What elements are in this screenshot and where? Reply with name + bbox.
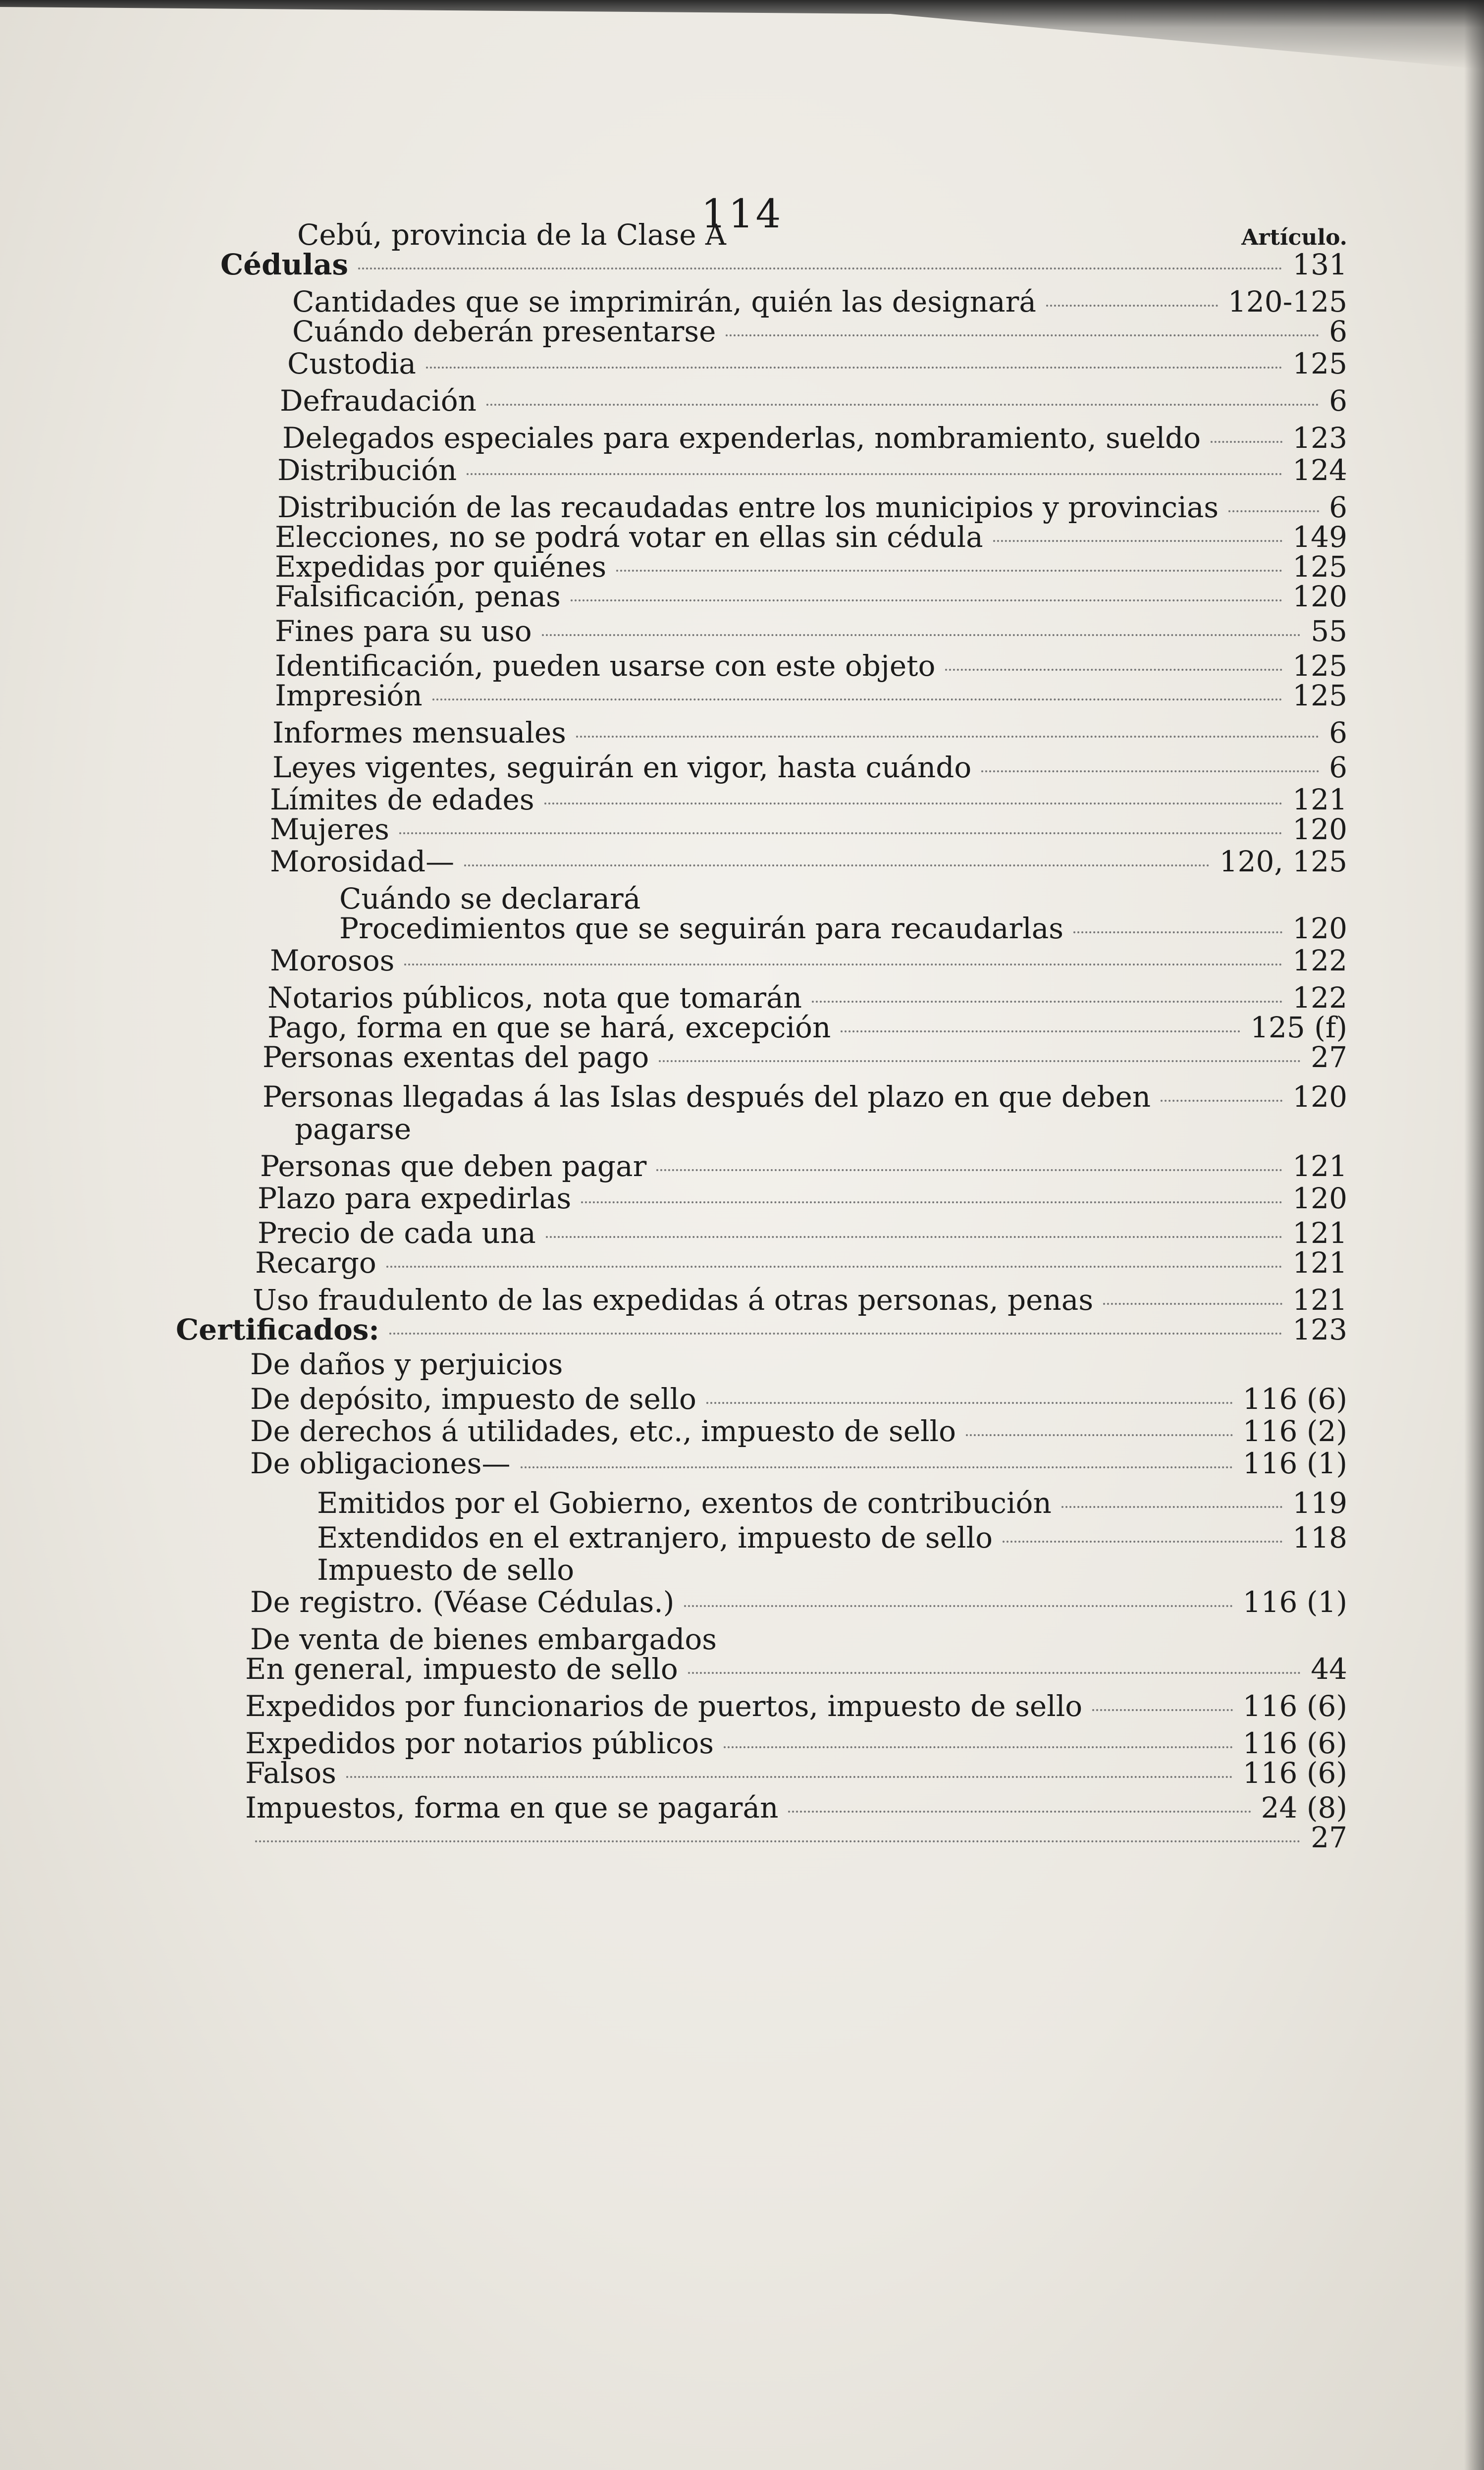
dot-leader xyxy=(1228,510,1319,512)
entry-label: De registro. (Véase Cédulas.) xyxy=(250,1585,675,1619)
entry-label: Expedidos por notarios públicos xyxy=(245,1726,714,1760)
entry-article-ref: 27 xyxy=(1311,1821,1347,1854)
entry-label: Uso fraudulento de las expedidas á otras personas, penas xyxy=(253,1283,1094,1317)
index-entry xyxy=(295,1112,1347,1152)
dot-leader xyxy=(386,1266,1282,1268)
dot-leader xyxy=(1092,1709,1233,1711)
dot-leader xyxy=(726,334,1319,336)
entry-label: Personas exentas del pago xyxy=(263,1040,649,1074)
entry-article-ref: 120 xyxy=(1292,580,1347,613)
index-entry xyxy=(317,1486,1347,1526)
index-entry xyxy=(275,580,1347,619)
entry-label: Impuesto de sello xyxy=(317,1553,575,1587)
dot-leader xyxy=(841,1030,1240,1032)
dot-leader xyxy=(576,736,1319,738)
dot-leader xyxy=(688,1672,1301,1674)
dot-leader xyxy=(724,1746,1233,1748)
entry-label: pagarse xyxy=(295,1112,412,1146)
entry-article-ref: 6 xyxy=(1329,490,1347,524)
entry-label: Límites de edades xyxy=(270,783,534,816)
index-entry xyxy=(277,453,1347,493)
entry-label: Personas que deben pagar xyxy=(260,1149,647,1183)
entry-article-ref: 55 xyxy=(1311,614,1347,648)
entry-label: Distribución de las recaudadas entre los municipios y provincias xyxy=(277,490,1219,524)
dot-leader xyxy=(1073,931,1282,933)
dot-leader xyxy=(659,1060,1301,1062)
dot-leader xyxy=(945,669,1282,671)
index-entry xyxy=(250,1447,1347,1486)
entry-article-ref: 122 xyxy=(1292,944,1347,977)
entry-label: Plazo para expedirlas xyxy=(258,1181,572,1215)
entry-article-ref: 125 xyxy=(1292,347,1347,380)
index-entry xyxy=(250,1347,1347,1387)
entry-article-ref: 119 xyxy=(1292,1486,1347,1520)
entry-article-ref: 116 (1) xyxy=(1242,1447,1347,1480)
index-entry xyxy=(250,1585,1347,1625)
entry-article-ref: 121 xyxy=(1292,1246,1347,1280)
entry-article-ref: 125 (f) xyxy=(1250,1011,1347,1044)
index-entry xyxy=(263,1040,1347,1080)
entry-label: Certificados: xyxy=(176,1313,379,1346)
dot-leader xyxy=(993,540,1283,542)
entry-article-ref: 131 xyxy=(1292,248,1347,281)
dot-leader xyxy=(706,1402,1233,1404)
entry-article-ref: 120 xyxy=(1292,1080,1347,1114)
entry-article-ref: 6 xyxy=(1329,315,1347,348)
entry-label: Pago, forma en que se hará, excepción xyxy=(267,1011,831,1044)
dot-leader xyxy=(521,1466,1233,1468)
index-entry xyxy=(272,716,1347,755)
entry-label: De derechos á utilidades, etc., impuesto de sello xyxy=(250,1414,956,1448)
entry-label: Delegados especiales para expenderlas, nombramiento, sueldo xyxy=(282,421,1201,455)
entry-label: Defraudación xyxy=(280,384,477,418)
entry-article-ref: 120 xyxy=(1292,812,1347,846)
entry-article-ref: 24 (8) xyxy=(1261,1791,1347,1825)
entry-article-ref: 6 xyxy=(1329,751,1347,784)
entry-label: Cuándo deberán presentarse xyxy=(292,315,716,348)
dot-leader xyxy=(404,964,1282,966)
entry-label: Expedidos por funcionarios de puertos, impuesto de sello xyxy=(245,1689,1083,1723)
dot-leader xyxy=(1046,305,1218,307)
index-entry xyxy=(220,248,1347,287)
entry-article-ref: 120 xyxy=(1292,1181,1347,1215)
entry-article-ref: 123 xyxy=(1292,1313,1347,1346)
dot-leader xyxy=(966,1434,1233,1436)
entry-article-ref: 6 xyxy=(1329,384,1347,418)
index-entry xyxy=(245,1652,1347,1692)
entry-label: Custodia xyxy=(287,347,416,380)
index-entry xyxy=(245,1689,1347,1729)
dot-leader xyxy=(571,599,1282,601)
entry-article-ref: 120 xyxy=(1292,912,1347,945)
entry-article-ref: 125 xyxy=(1292,550,1347,584)
entry-label: Recargo xyxy=(255,1246,376,1280)
entry-article-ref: 120-125 xyxy=(1227,285,1347,319)
index-entry xyxy=(270,845,1347,884)
entry-article-ref: 125 xyxy=(1292,679,1347,712)
entry-label: De depósito, impuesto de sello xyxy=(250,1382,696,1416)
index-entry xyxy=(280,384,1347,424)
entry-article-ref: 118 xyxy=(1292,1521,1347,1555)
index-entry xyxy=(176,1313,1347,1352)
entry-article-ref: 122 xyxy=(1292,981,1347,1015)
entry-label: Distribución xyxy=(277,453,457,487)
entry-article-ref: 116 (1) xyxy=(1242,1585,1347,1619)
entry-article-ref: 116 (2) xyxy=(1242,1414,1347,1448)
entry-label: Cédulas xyxy=(220,248,349,281)
entry-label: Extendidos en el extranjero, impuesto de sello xyxy=(317,1521,993,1555)
entry-article-ref: 121 xyxy=(1292,1149,1347,1183)
dot-leader xyxy=(581,1201,1282,1203)
index-entry xyxy=(270,944,1347,983)
dot-leader xyxy=(616,570,1282,572)
entry-label: Notarios públicos, nota que tomarán xyxy=(267,981,802,1015)
entry-article-ref: 27 xyxy=(1311,1040,1347,1074)
entry-article-ref: 121 xyxy=(1292,1283,1347,1317)
index-entry xyxy=(245,1821,1347,1860)
entry-label: Cantidades que se imprimirán, quién las designará xyxy=(292,285,1036,319)
dot-leader xyxy=(346,1776,1233,1778)
entry-label: Leyes vigentes, seguirán en vigor, hasta cuándo xyxy=(272,751,972,784)
index-entry xyxy=(245,1756,1347,1796)
dot-leader xyxy=(1161,1100,1282,1102)
entry-label: Precio de cada una xyxy=(258,1216,536,1250)
entry-article-ref: 116 (6) xyxy=(1242,1756,1347,1790)
dot-leader xyxy=(426,367,1282,369)
dot-leader xyxy=(544,803,1283,805)
entry-label: Impuestos, forma en que se pagarán xyxy=(245,1791,779,1825)
entry-label: Personas llegadas á las Islas después del plazo en que deben xyxy=(263,1080,1151,1114)
entry-label: Falsificación, penas xyxy=(275,580,561,613)
entry-label: Mujeres xyxy=(270,812,389,846)
dot-leader xyxy=(389,1333,1282,1335)
entry-label: De obligaciones— xyxy=(250,1447,511,1480)
entry-label: Falsos xyxy=(245,1756,336,1790)
entry-article-ref: 149 xyxy=(1292,520,1347,554)
entry-label: En general, impuesto de sello xyxy=(245,1652,678,1686)
entry-label: Emitidos por el Gobierno, exentos de contribución xyxy=(317,1486,1052,1520)
entry-label: Identificación, pueden usarse con este objeto xyxy=(275,649,936,683)
dot-leader xyxy=(432,698,1283,700)
dot-leader xyxy=(358,268,1282,269)
dot-leader xyxy=(981,770,1319,772)
entry-article-ref: 124 xyxy=(1292,453,1347,487)
entry-article-ref: 116 (6) xyxy=(1242,1726,1347,1760)
entry-article-ref: 6 xyxy=(1329,716,1347,750)
index-entry xyxy=(275,679,1347,718)
entry-article-ref: 44 xyxy=(1311,1652,1347,1686)
index-entry xyxy=(255,1246,1347,1286)
dot-leader xyxy=(1103,1303,1282,1305)
entry-article-ref: 116 (6) xyxy=(1242,1382,1347,1416)
index-entry xyxy=(258,1181,1347,1221)
entry-label: Cebú, provincia de la Clase A xyxy=(297,218,726,252)
dot-leader xyxy=(1003,1541,1282,1543)
entry-label: Elecciones, no se podrá votar en ellas sin cédula xyxy=(275,520,983,554)
dot-leader xyxy=(1061,1506,1282,1508)
entry-label: Informes mensuales xyxy=(272,716,566,750)
entry-article-ref: 121 xyxy=(1292,1216,1347,1250)
entry-label: De venta de bienes embargados xyxy=(250,1622,717,1656)
column-header: Artículo. xyxy=(1241,225,1347,250)
dot-leader xyxy=(255,1840,1301,1842)
dot-leader xyxy=(542,634,1301,636)
dot-leader xyxy=(1211,441,1282,443)
dot-leader xyxy=(788,1811,1251,1813)
entry-article-ref: 120, 125 xyxy=(1219,845,1347,878)
entry-label: De daños y perjuicios xyxy=(250,1347,563,1381)
dot-leader xyxy=(656,1169,1282,1171)
entry-article-ref: 125 xyxy=(1292,649,1347,683)
dot-leader xyxy=(464,864,1210,866)
index-entry xyxy=(275,614,1347,654)
dot-leader xyxy=(546,1236,1282,1238)
entry-article-ref: 121 xyxy=(1292,783,1347,816)
dot-leader xyxy=(684,1605,1232,1607)
entry-label: Morosos xyxy=(270,944,395,977)
dot-leader xyxy=(467,473,1282,475)
entry-label: Procedimientos que se seguirán para recaudarlas xyxy=(339,912,1064,945)
entry-article-ref: 116 (6) xyxy=(1242,1689,1347,1723)
entry-label: Impresión xyxy=(275,679,423,712)
entry-label: Fines para su uso xyxy=(275,614,532,648)
entry-label: Expedidas por quiénes xyxy=(275,550,607,584)
dot-leader xyxy=(399,832,1282,834)
dot-leader xyxy=(812,1001,1282,1003)
entry-label: Morosidad— xyxy=(270,845,455,878)
entry-article-ref: 123 xyxy=(1292,421,1347,455)
dot-leader xyxy=(486,404,1319,406)
page-number: 114 xyxy=(701,191,783,237)
index-entry xyxy=(287,347,1347,386)
entry-label: Cuándo se declarará xyxy=(339,882,641,915)
